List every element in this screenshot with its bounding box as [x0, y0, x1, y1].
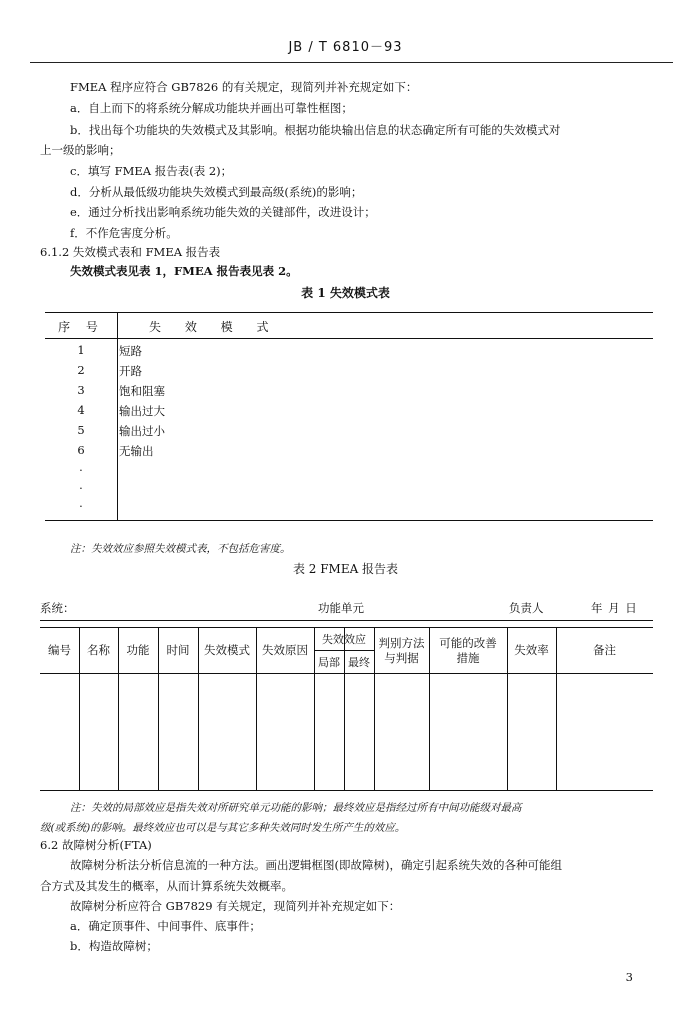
section-body: 失效模式表见表 1，FMEA 报告表见表 2。	[70, 264, 298, 278]
col-failure-mode: 失效模式	[204, 643, 250, 657]
col-remarks: 备注	[593, 643, 616, 657]
failure-mode-table	[45, 312, 653, 521]
col-improvement	[429, 628, 507, 673]
row-no: 2	[77, 363, 85, 377]
table-row	[45, 383, 653, 399]
system-label: 系统：	[40, 601, 75, 615]
col-effect-final: 最终	[348, 656, 370, 669]
col-id: 编号	[48, 643, 71, 657]
col-detection-line2: 与判据	[384, 650, 419, 665]
row-no: ·	[79, 499, 83, 513]
row-mode: 开路	[119, 364, 142, 378]
page-header: JB / T 6810－93	[288, 40, 403, 55]
table-row	[45, 463, 653, 479]
col-failure-cause: 失效原因	[262, 643, 308, 657]
intro-line: b．找出每个功能块的失效模式及其影响。根据功能块输出信息的状态确定所有可能的失效模式对	[70, 123, 561, 137]
page-number: 3	[625, 970, 633, 984]
table1-note: 注：失效效应参照失效模式表，不包括危害度。	[70, 543, 291, 555]
row-mode: 输出过大	[119, 404, 165, 418]
table-row	[45, 403, 653, 419]
section-heading: 6.2 故障树分析(FTA)	[40, 838, 152, 852]
col-detection	[374, 628, 429, 673]
table-row	[45, 423, 653, 439]
table2-info-line	[40, 598, 653, 621]
header-rule	[30, 62, 673, 63]
row-no: ·	[79, 463, 83, 477]
fmea-report-table	[40, 627, 653, 791]
col-detection-line1: 判别方法	[378, 635, 425, 650]
section-line: a．确定顶事件、中间事件、底事件；	[70, 919, 261, 933]
table2-caption: 表 2 FMEA 报告表	[292, 562, 399, 576]
table1-col-mode: 失 效 模 式	[149, 320, 279, 334]
table-row	[45, 343, 653, 359]
table2-note-line1: 注：失效的局部效应是指失效对所研究单元功能的影响；最终效应是指经过所有中间功能级对最高	[70, 802, 522, 814]
table-row	[45, 443, 653, 459]
table1-caption: 表 1 失效模式表	[301, 286, 390, 300]
section-line: b．构造故障树；	[70, 939, 158, 953]
col-time: 时间	[166, 643, 190, 657]
col-improvement-line1: 可能的改善	[439, 635, 497, 650]
intro-line: FMEA 程序应符合 GB7826 的有关规定，现简列并补充规定如下：	[70, 80, 418, 94]
intro-line: e．通过分析找出影响系统功能失效的关键部件，改进设计；	[70, 205, 376, 219]
intro-line: f．不作危害度分析。	[70, 226, 178, 240]
col-failure-rate: 失效率	[514, 643, 549, 657]
unit-label: 功能单元	[318, 601, 364, 615]
col-improvement-line2: 措施	[456, 650, 480, 665]
row-mode: 饱和阻塞	[119, 384, 165, 398]
col-function: 功能	[126, 643, 150, 657]
intro-line: a．自上而下的将系统分解成功能块并画出可靠性框图；	[70, 101, 353, 115]
intro-line: 上一级的影响；	[40, 143, 121, 157]
col-effect-local: 局部	[318, 656, 340, 669]
row-mode: 无输出	[119, 444, 154, 458]
row-mode: 输出过小	[119, 424, 165, 438]
date-label: 年 月 日	[591, 601, 638, 615]
row-no: 1	[77, 343, 85, 357]
table2-note-line2: 级(或系统)的影响。最终效应也可以是与其它多种失效同时发生所产生的效应。	[40, 822, 406, 834]
section-line: 合方式及其发生的概率，从而计算系统失效概率。	[40, 879, 293, 893]
table-row	[45, 499, 653, 515]
intro-line: c．填写 FMEA 报告表(表 2)；	[70, 164, 233, 178]
col-name: 名称	[87, 643, 110, 657]
row-no: 6	[77, 443, 85, 457]
table1-header-row	[45, 313, 653, 339]
section-line: 故障树分析法分析信息流的一种方法。画出逻辑框图(即故障树)，确定引起系统失效的各种可能组	[70, 858, 562, 872]
table-row	[45, 481, 653, 497]
section-line: 故障树分析应符合 GB7829 有关规定，现简列并补充规定如下：	[70, 899, 401, 913]
row-no: 4	[77, 403, 85, 417]
table-row	[45, 363, 653, 379]
owner-label: 负责人	[509, 601, 544, 615]
row-no: 5	[77, 423, 85, 437]
row-mode: 短路	[119, 344, 142, 358]
col-failure-effect: 失效效应	[322, 633, 366, 646]
table1-col-no: 序 号	[58, 320, 104, 334]
row-no: ·	[79, 481, 83, 495]
row-no: 3	[77, 383, 85, 397]
section-heading: 6.1.2 失效模式表和 FMEA 报告表	[40, 245, 221, 259]
intro-line: d．分析从最低级功能块失效模式到最高级(系统)的影响；	[70, 185, 363, 199]
